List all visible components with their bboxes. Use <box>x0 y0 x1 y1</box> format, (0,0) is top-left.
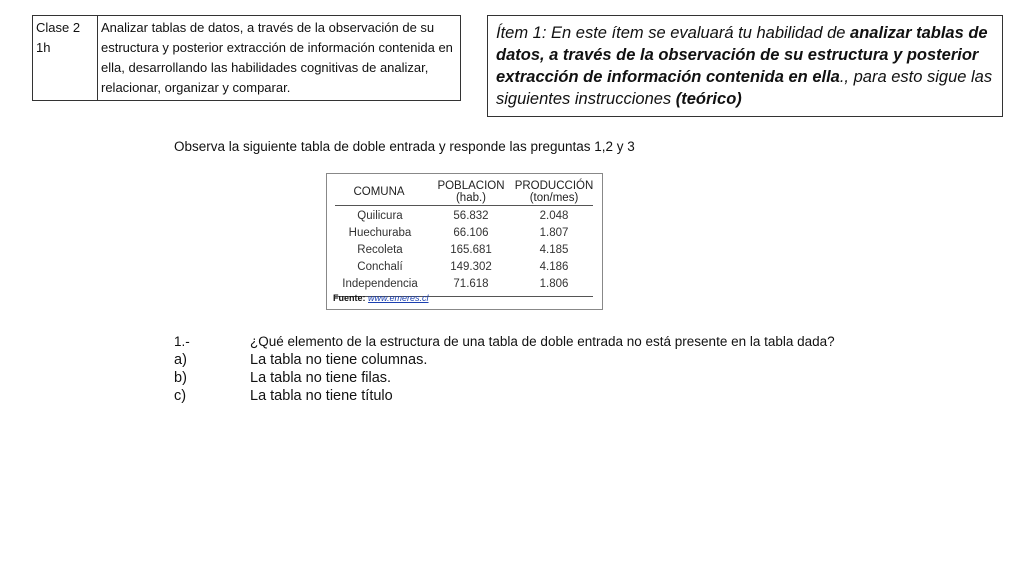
item-text-2: ., para esto sigue las siguientes instrucciones <box>496 68 993 108</box>
class-session: Clase 2 <box>36 20 81 35</box>
cell-produccion: 4.185 <box>539 244 569 256</box>
cell-poblacion: 71.618 <box>453 278 489 290</box>
question-number: 1.- <box>174 334 190 349</box>
cell-comuna: Recoleta <box>357 244 403 256</box>
cell-comuna: Huechuraba <box>348 227 412 239</box>
instruction-text: Observa la siguiente tabla de doble entrada y responde las preguntas 1,2 y 3 <box>174 139 635 154</box>
source-label: Fuente: <box>333 293 366 303</box>
header-produccion-title: PRODUCCIÓN <box>514 180 594 192</box>
option-letter: a) <box>174 352 187 368</box>
header-produccion-unit: (ton/mes) <box>529 192 579 204</box>
item-bold-1: analizar tablas de datos, a través de la observación de su estructura y posterior extracción de información contenida en ella <box>496 24 988 86</box>
cell-produccion: 1.807 <box>539 227 569 239</box>
cell-produccion: 4.186 <box>539 261 569 273</box>
option-letter: c) <box>174 388 187 404</box>
cell-poblacion: 165.681 <box>450 244 492 256</box>
option-text: La tabla no tiene título <box>250 388 393 404</box>
class-info-table <box>32 15 461 101</box>
header-produccion <box>511 180 597 204</box>
cell-comuna: Conchalí <box>357 261 403 273</box>
cell-produccion: 1.806 <box>539 278 569 290</box>
item-instructions-box <box>487 15 1003 117</box>
population-table-image <box>326 173 603 310</box>
class-duration: 1h <box>36 40 51 55</box>
header-comuna: COMUNA <box>353 186 405 198</box>
cell-poblacion: 66.106 <box>453 227 489 239</box>
item-bold-2: (teórico) <box>675 90 742 108</box>
table-source <box>333 293 429 303</box>
option-letter: b) <box>174 370 187 386</box>
cell-poblacion: 149.302 <box>450 261 492 273</box>
header-divider <box>335 205 593 206</box>
cell-poblacion: 56.832 <box>453 210 489 222</box>
header-poblacion <box>431 180 511 204</box>
option-text: La tabla no tiene filas. <box>250 370 392 386</box>
question-text: ¿Qué elemento de la estructura de una tabla de doble entrada no está presente en la tabla dada? <box>250 334 835 349</box>
class-session-cell <box>33 16 98 101</box>
source-link[interactable]: www.emeres.cl <box>368 293 429 303</box>
cell-comuna: Quilicura <box>357 210 403 222</box>
option-text: La tabla no tiene columnas. <box>250 352 428 368</box>
cell-produccion: 2.048 <box>539 210 569 222</box>
header-poblacion-unit: (hab.) <box>455 192 487 204</box>
class-objective: Analizar tablas de datos, a través de la observación de su estructura y posterior extracción de información contenida en ella, desarrollando las habilidades cognitivas de analizar, relacionar, organizar y comparar. <box>98 16 461 101</box>
item-text-1: Ítem 1: En este ítem se evaluará tu habilidad de <box>496 24 851 42</box>
header-poblacion-title: POBLACION <box>437 180 505 192</box>
cell-comuna: Independencia <box>342 278 418 290</box>
